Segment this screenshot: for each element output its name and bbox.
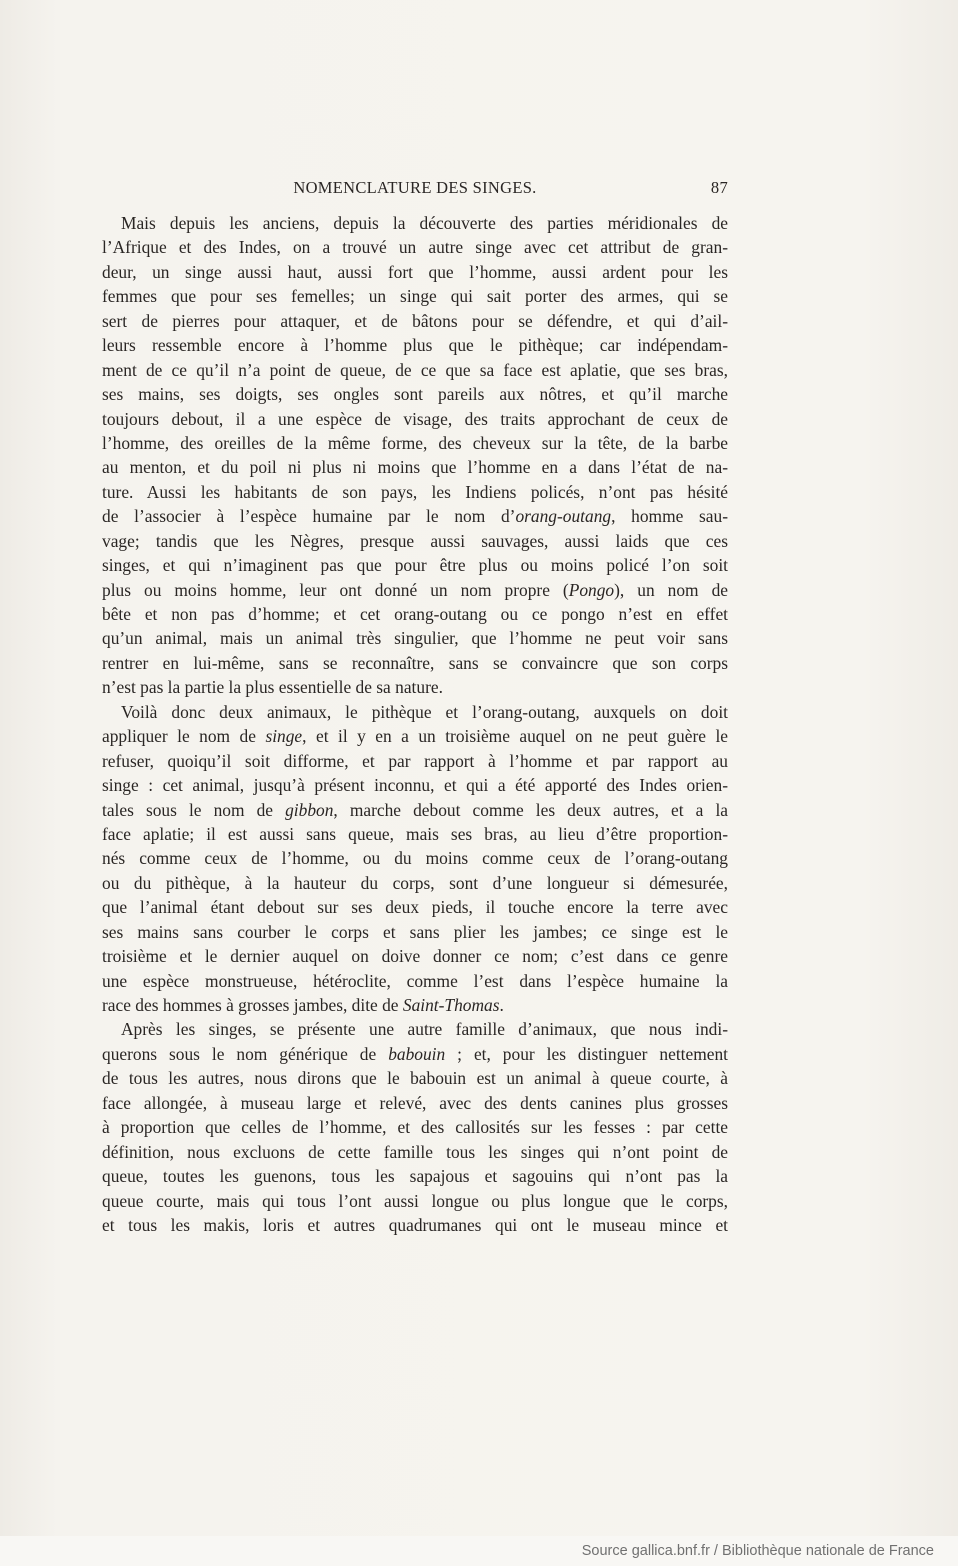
text-line [102,724,728,748]
text-line: ou du pithèque, à la hauteur du corps, sont d’une longueur si démesurée, [102,872,728,893]
text-line: face aplatie; il est aussi sans queue, mais ses bras, au lieu d’être proportion- [102,823,728,844]
text-line: deur, un singe aussi haut, aussi fort que l’homme, aussi ardent pour les [102,261,728,282]
body-text [102,211,728,1237]
text-segment: , homme sau- [611,506,728,527]
text-line: nés comme ceux de l’homme, ou du moins comme ceux de l’orang-outang [102,848,728,869]
running-head [102,178,728,200]
text-line: que l’animal étant debout sur ses deux pieds, il touche encore la terre avec [102,897,728,918]
text-line: une espèce monstrueuse, hétéroclite, comme l’est dans l’espèce humaine la [102,970,728,991]
text-line: n’est pas la partie la plus essentielle de sa nature. [102,677,443,698]
text-line: au menton, et du poil ni plus ni moins que l’homme en a dans l’état de na- [102,457,728,478]
text-line: Mais depuis les anciens, depuis la découverte des parties méridionales de [121,213,728,233]
text-line: singes, et qui n’imaginent pas que pour être plus ou moins policé l’on soit [102,555,728,576]
text-line: toujours debout, il a une espèce de visage, des traits approchant de ceux de [102,408,728,429]
text-line: vage; tandis que les Nègres, presque aussi sauvages, aussi laids que ces [102,530,728,551]
text-line: troisième et le dernier auquel on doive donner ce nom; c’est dans ce genre [102,946,728,967]
text-segment: tales sous le nom de [102,799,286,820]
text-line: et tous les makis, loris et autres quadrumanes qui ont le museau mince et [102,1214,728,1235]
text-line [102,993,728,1017]
text-segment: . [499,995,504,1015]
footer-bar [0,1536,958,1566]
text-line: refuser, quoiqu’il soit difforme, et par rapport à l’homme et par rapport au [102,750,728,771]
text-line: rentrer en lui-même, sans se reconnaître, sans se convaincre que son corps [102,652,728,673]
running-title: NOMENCLATURE DES SINGES. [293,178,537,197]
text-line: à proportion que celles de l’homme, et des callosités sur les fesses : par cette [102,1117,728,1138]
italic-term: Pongo [568,579,615,600]
text-segment: appliquer le nom de [102,726,266,747]
page-number: 87 [710,178,728,197]
text-line [102,504,728,528]
text-line: l’Afrique et des Indes, on a trouvé un autre singe avec cet attribut de gran- [102,237,728,258]
text-line: ment de ce qu’il n’a point de queue, de ce que sa face est aplatie, que ses bras, [102,359,728,380]
source-credit: Source gallica.bnf.fr / Bibliothèque nationale de France [581,1543,934,1559]
text-line [102,578,728,602]
text-line: Après les singes, se présente une autre famille d’animaux, que nous indi- [121,1019,728,1040]
text-line [102,1042,728,1066]
text-segment: plus ou moins homme, leur ont donné un nom propre ( [102,579,569,600]
text-line: ses mains, ses doigts, ses ongles sont pareils aux nôtres, et qu’il marche [102,384,728,405]
text-line: ses mains sans courber le corps et sans plier les jambes; ce singe est le [102,921,728,942]
text-line: femmes que pour ses femelles; un singe qui sait porter des armes, qui se [102,286,728,307]
text-line: queue courte, mais qui tous l’ont aussi longue ou plus longue que le corps, [102,1190,728,1211]
text-line: face allongée, à museau large et relevé, avec des dents canines plus grosses [102,1092,728,1113]
text-line: Voilà donc deux animaux, le pithèque et l’orang-outang, auxquels on doit [121,701,728,722]
text-segment: , et il y en a un troisième auquel on ne peut guère le [302,726,728,747]
italic-term: gibbon [285,799,334,820]
text-line: ture. Aussi les habitants de son pays, les Indiens policés, n’ont pas hésité [102,481,728,502]
text-segment: race des hommes à grosses jambes, dite de [102,995,403,1015]
text-line: singe : cet animal, jusqu’à présent inconnu, et qui a été apporté des Indes orien- [102,775,728,796]
text-line: de tous les autres, nous dirons que le babouin est un animal à queue courte, à [102,1068,728,1089]
text-line [102,798,728,822]
italic-term: singe [265,726,303,747]
text-segment: querons sous le nom générique de [102,1043,389,1064]
text-segment: ), un nom de [614,579,729,600]
text-segment: , marche debout comme les deux autres, et a la [333,799,728,820]
text-segment: de l’associer à l’espèce humaine par le nom d’ [102,506,516,527]
text-line: sert de pierres pour attaquer, et de bâtons pour se défendre, et qui d’ail- [102,310,728,331]
italic-term: Saint-Thomas [402,995,500,1015]
italic-term: babouin [388,1043,446,1064]
text-line: l’homme, des oreilles de la même forme, des cheveux sur la tête, de la barbe [102,432,728,453]
text-line: bête et non pas d’homme; et cet orang-outang ou ce pongo n’est en effet [102,604,728,624]
text-line: leurs ressemble encore à l’homme plus que le pithèque; car indépendam- [102,335,728,356]
text-line: queue, toutes les guenons, tous les sapajous et sagouins qui n’ont pas la [102,1166,728,1187]
text-line: qu’un animal, mais un animal très singulier, que l’homme ne peut voir sans [102,628,728,649]
italic-term: orang-outang [515,506,612,527]
text-segment: ; et, pour les distinguer nettement [445,1043,729,1064]
text-line: définition, nous excluons de cette famille tous les singes qui n’ont point de [102,1141,728,1162]
